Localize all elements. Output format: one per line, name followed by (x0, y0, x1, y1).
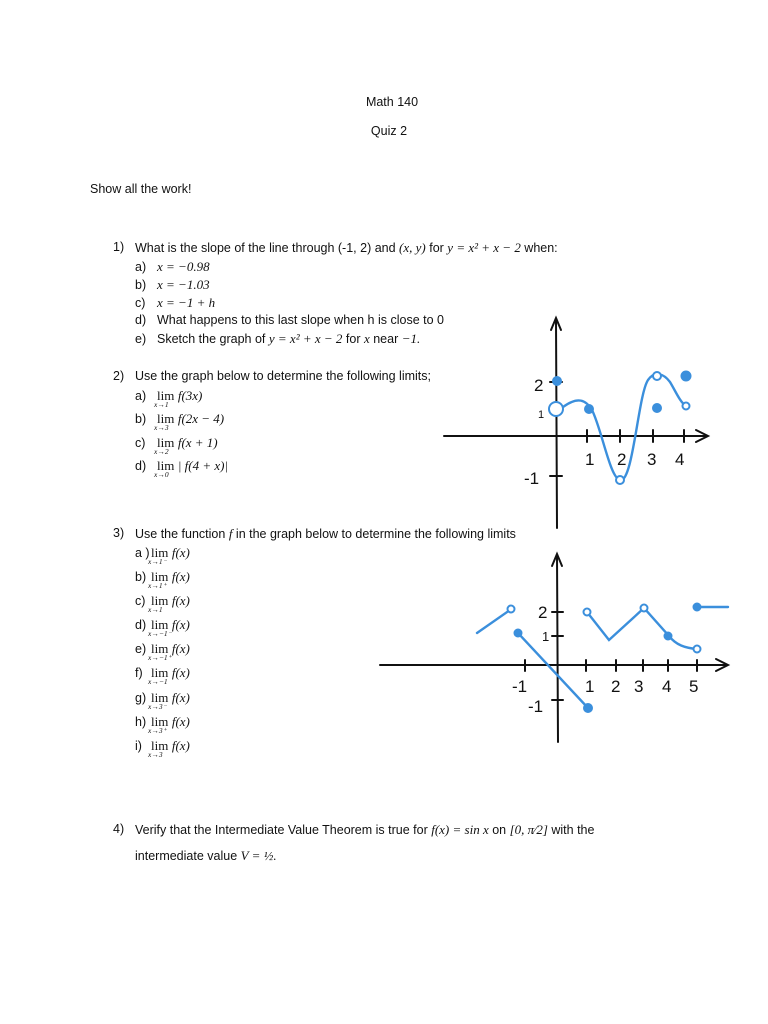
q1-part-a: a) x = −0.98 (135, 259, 210, 274)
graph-1-xtick-2: 2 (617, 450, 627, 469)
question-3-text: Use the function f in the graph below to determine the following limits (135, 526, 516, 541)
q1-part-d: d) What happens to this last slope when h is close to 0 (135, 313, 444, 327)
course-title: Math 140 (365, 95, 419, 109)
graph-2-point-open (694, 646, 701, 653)
graph-2-xtick-1: 1 (585, 677, 595, 696)
question-2-text: Use the graph below to determine the following limits; (135, 369, 431, 383)
q1-point: (x, y) (399, 240, 426, 255)
quiz-title: Quiz 2 (370, 124, 408, 138)
q1-part-e: e) Sketch the graph of y = x² + x − 2 for x near −1. (135, 331, 421, 346)
graph-2-point-filled (694, 604, 701, 611)
question-4-line2: intermediate value V = ½. (135, 848, 277, 863)
q3-part-c: c) lim x→1 f(x) (135, 593, 190, 614)
q1-text-pre: What is the slope of the line through (-1, 2) and (135, 241, 400, 255)
question-3-number: 3) (113, 526, 125, 540)
question-4-text: Verify that the Intermediate Value Theorem is true for f(x) = sin x on [0, π⁄2] with the (135, 822, 595, 837)
graph-2-xtick-neg1: -1 (512, 677, 528, 696)
q1-part-b: b) x = −1.03 (135, 277, 210, 292)
graph-2-ytick-1: 1 (542, 629, 550, 644)
graph-2-xtick-3: 3 (634, 677, 644, 696)
q1-text-mid: for (425, 241, 448, 255)
graph-2-ytick-2: 2 (538, 603, 548, 622)
graph-2-point-filled (584, 704, 592, 712)
q2-part-b: b) lim x→3 f(2x − 4) (135, 411, 225, 432)
q3-part-d: d) lim x→−1⁻ f(x) (135, 617, 190, 638)
q3-part-e: e) lim x→−1⁺ f(x) (135, 641, 190, 662)
graph-1-xtick-4: 4 (675, 450, 685, 469)
q3-part-g: g) lim x→3⁻ f(x) (135, 690, 190, 711)
q3-part-h: h) lim x→3⁺ f(x) (135, 714, 190, 735)
graph-2-point-open (584, 609, 591, 616)
graph-2-points (508, 604, 701, 713)
graph-1-xtick-3: 3 (647, 450, 657, 469)
graph-2-y-axis (557, 556, 558, 742)
q2-part-a: a) lim x→1 f(3x) (135, 388, 203, 409)
graph-1-ytick-neg1: -1 (524, 469, 540, 488)
graph-2-xtick-5: 5 (689, 677, 699, 696)
q2-part-c: c) lim x→2 f(x + 1) (135, 435, 218, 456)
question-2-number: 2) (113, 369, 125, 383)
q2-part-d: d) lim x→0 | f(4 + x)| (135, 458, 229, 479)
graph-2-xtick-2: 2 (611, 677, 621, 696)
q3-part-b: b) lim x→1⁺ f(x) (135, 569, 190, 590)
q3-part-i: i) lim x→3 f(x) (135, 738, 190, 759)
question-4-number: 4) (113, 822, 125, 836)
graph-2-ytick-neg1: -1 (528, 697, 544, 716)
graph-1-ytick-2: 2 (534, 376, 544, 395)
graph-2-axes (380, 554, 728, 742)
question-1-number: 1) (113, 240, 125, 254)
graph-1-ytick-1: 1 (538, 409, 545, 421)
graph-2-xtick-4: 4 (662, 677, 672, 696)
q3-part-f: f) lim x→−1 f(x) (135, 665, 190, 686)
q1-text-post: when: (520, 241, 558, 255)
graph-2-point-open (641, 605, 648, 612)
graph-2-point-filled (515, 630, 522, 637)
q1-equation: y = x² + x − 2 (447, 240, 521, 255)
graph-2-point-filled (665, 633, 672, 640)
q1-part-c: c) x = −1 + h (135, 295, 216, 310)
instruction-text: Show all the work! (90, 182, 192, 196)
graph-1-xtick-1: 1 (585, 450, 595, 469)
q3-part-a: a )lim x→1⁻ f(x) (135, 545, 190, 566)
graph-2-point-open (508, 606, 515, 613)
